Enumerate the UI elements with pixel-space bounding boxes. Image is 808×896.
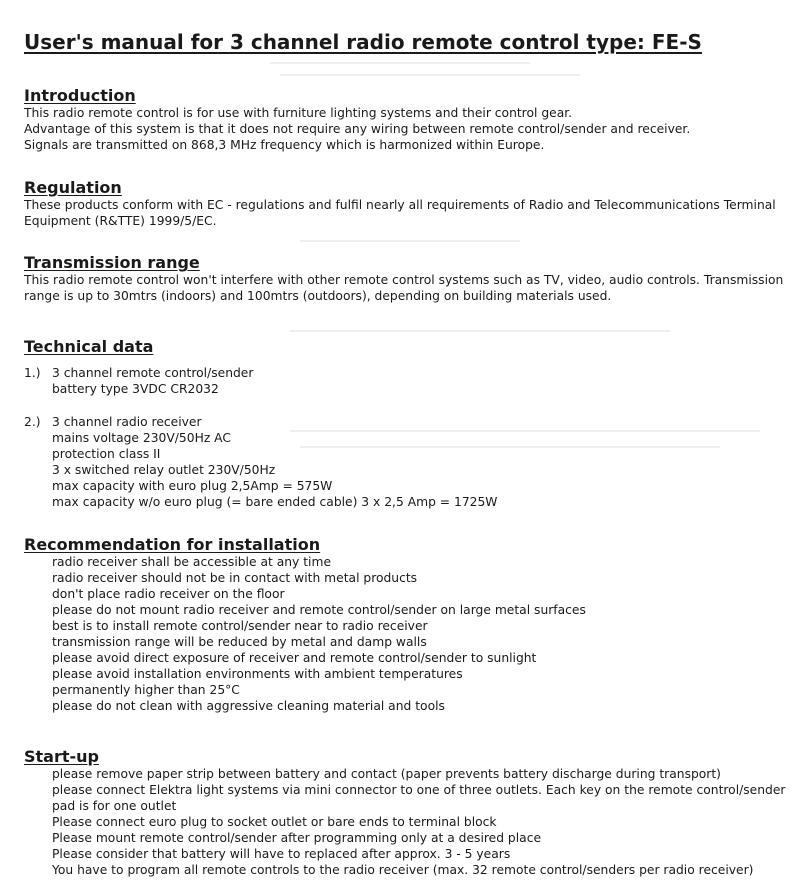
regulation-heading: Regulation bbox=[24, 178, 122, 197]
technical-line: 3 channel radio receiver bbox=[52, 415, 202, 429]
technical-line: 3 channel remote control/sender bbox=[52, 366, 254, 380]
technical-line: max capacity with euro plug 2,5Amp = 575W bbox=[52, 479, 333, 493]
introduction-heading: Introduction bbox=[24, 86, 136, 105]
introduction-line: Advantage of this system is that it does not require any wiring between remote control/sender and receiver. bbox=[24, 122, 691, 136]
startup-line: You have to program all remote controls to the radio receiver (max. 32 remote control/senders per radio receiver) bbox=[52, 863, 754, 877]
regulation-paragraph: These products conform with EC - regulations and fulfil nearly all requirements of Radio and Telecommunications Terminal Equipment (R&TTE) 1999/5/EC. bbox=[24, 198, 776, 228]
recommendation-line: radio receiver shall be accessible at any time bbox=[52, 555, 332, 569]
technical-line: battery type 3VDC CR2032 bbox=[52, 382, 219, 396]
bleed-through-mark bbox=[300, 240, 520, 242]
bleed-through-mark bbox=[290, 330, 670, 332]
technical-item-2 bbox=[52, 414, 497, 510]
startup-list bbox=[52, 766, 785, 878]
technical-line: 3 x switched relay outlet 230V/50Hz bbox=[52, 463, 276, 477]
startup-line: please connect Elektra light systems via mini connector to one of three outlets. Each key on the remote control/sender bbox=[52, 783, 786, 797]
transmission-text bbox=[24, 272, 784, 304]
recommendation-line: radio receiver should not be in contact with metal products bbox=[52, 571, 418, 585]
recommendation-line: permanently higher than 25°C bbox=[52, 683, 240, 697]
startup-line: Please consider that battery will have to replaced after approx. 3 - 5 years bbox=[52, 847, 511, 861]
page-title: User's manual for 3 channel radio remote control type: FE-S bbox=[24, 30, 702, 54]
regulation-text bbox=[24, 197, 784, 229]
recommendation-line: please do not clean with aggressive cleaning material and tools bbox=[52, 699, 445, 713]
technical-line: max capacity w/o euro plug (= bare ended cable) 3 x 2,5 Amp = 1725W bbox=[52, 495, 498, 509]
technical-item-number: 1.) bbox=[24, 366, 41, 380]
recommendation-heading: Recommendation for installation bbox=[24, 535, 321, 554]
bleed-through-mark bbox=[270, 62, 530, 64]
introduction-text bbox=[24, 105, 784, 153]
recommendation-line: don't place radio receiver on the floor bbox=[52, 587, 285, 601]
recommendation-list bbox=[52, 554, 586, 714]
bleed-through-mark bbox=[280, 74, 580, 76]
technical-heading: Technical data bbox=[24, 337, 154, 356]
transmission-paragraph: This radio remote control won't interfere with other remote control systems such as TV, video, audio controls. Transmission range is up to 30mtrs (indoors) and 100mtrs (outdoors), depending on building materials used. bbox=[24, 273, 784, 303]
introduction-line: Signals are transmitted on 868,3 MHz frequency which is harmonized within Europe. bbox=[24, 138, 545, 152]
recommendation-line: please avoid direct exposure of receiver and remote control/sender to sunlight bbox=[52, 651, 537, 665]
introduction-line: This radio remote control is for use with furniture lighting systems and their control gear. bbox=[24, 106, 573, 120]
startup-line: Please mount remote control/sender after programming only at a desired place bbox=[52, 831, 542, 845]
technical-item-1 bbox=[52, 365, 253, 397]
recommendation-line: please avoid installation environments with ambient temperatures bbox=[52, 667, 463, 681]
startup-line: please remove paper strip between battery and contact (paper prevents battery discharge during transport) bbox=[52, 767, 721, 781]
startup-line: pad is for one outlet bbox=[52, 799, 177, 813]
recommendation-line: transmission range will be reduced by metal and damp walls bbox=[52, 635, 427, 649]
technical-item-number: 2.) bbox=[24, 415, 41, 429]
technical-line: mains voltage 230V/50Hz AC bbox=[52, 431, 231, 445]
startup-heading: Start-up bbox=[24, 747, 99, 766]
technical-line: protection class II bbox=[52, 447, 161, 461]
recommendation-line: please do not mount radio receiver and remote control/sender on large metal surfaces bbox=[52, 603, 586, 617]
startup-line: Please connect euro plug to socket outlet or bare ends to terminal block bbox=[52, 815, 497, 829]
transmission-heading: Transmission range bbox=[24, 253, 200, 272]
recommendation-line: best is to install remote control/sender near to radio receiver bbox=[52, 619, 428, 633]
